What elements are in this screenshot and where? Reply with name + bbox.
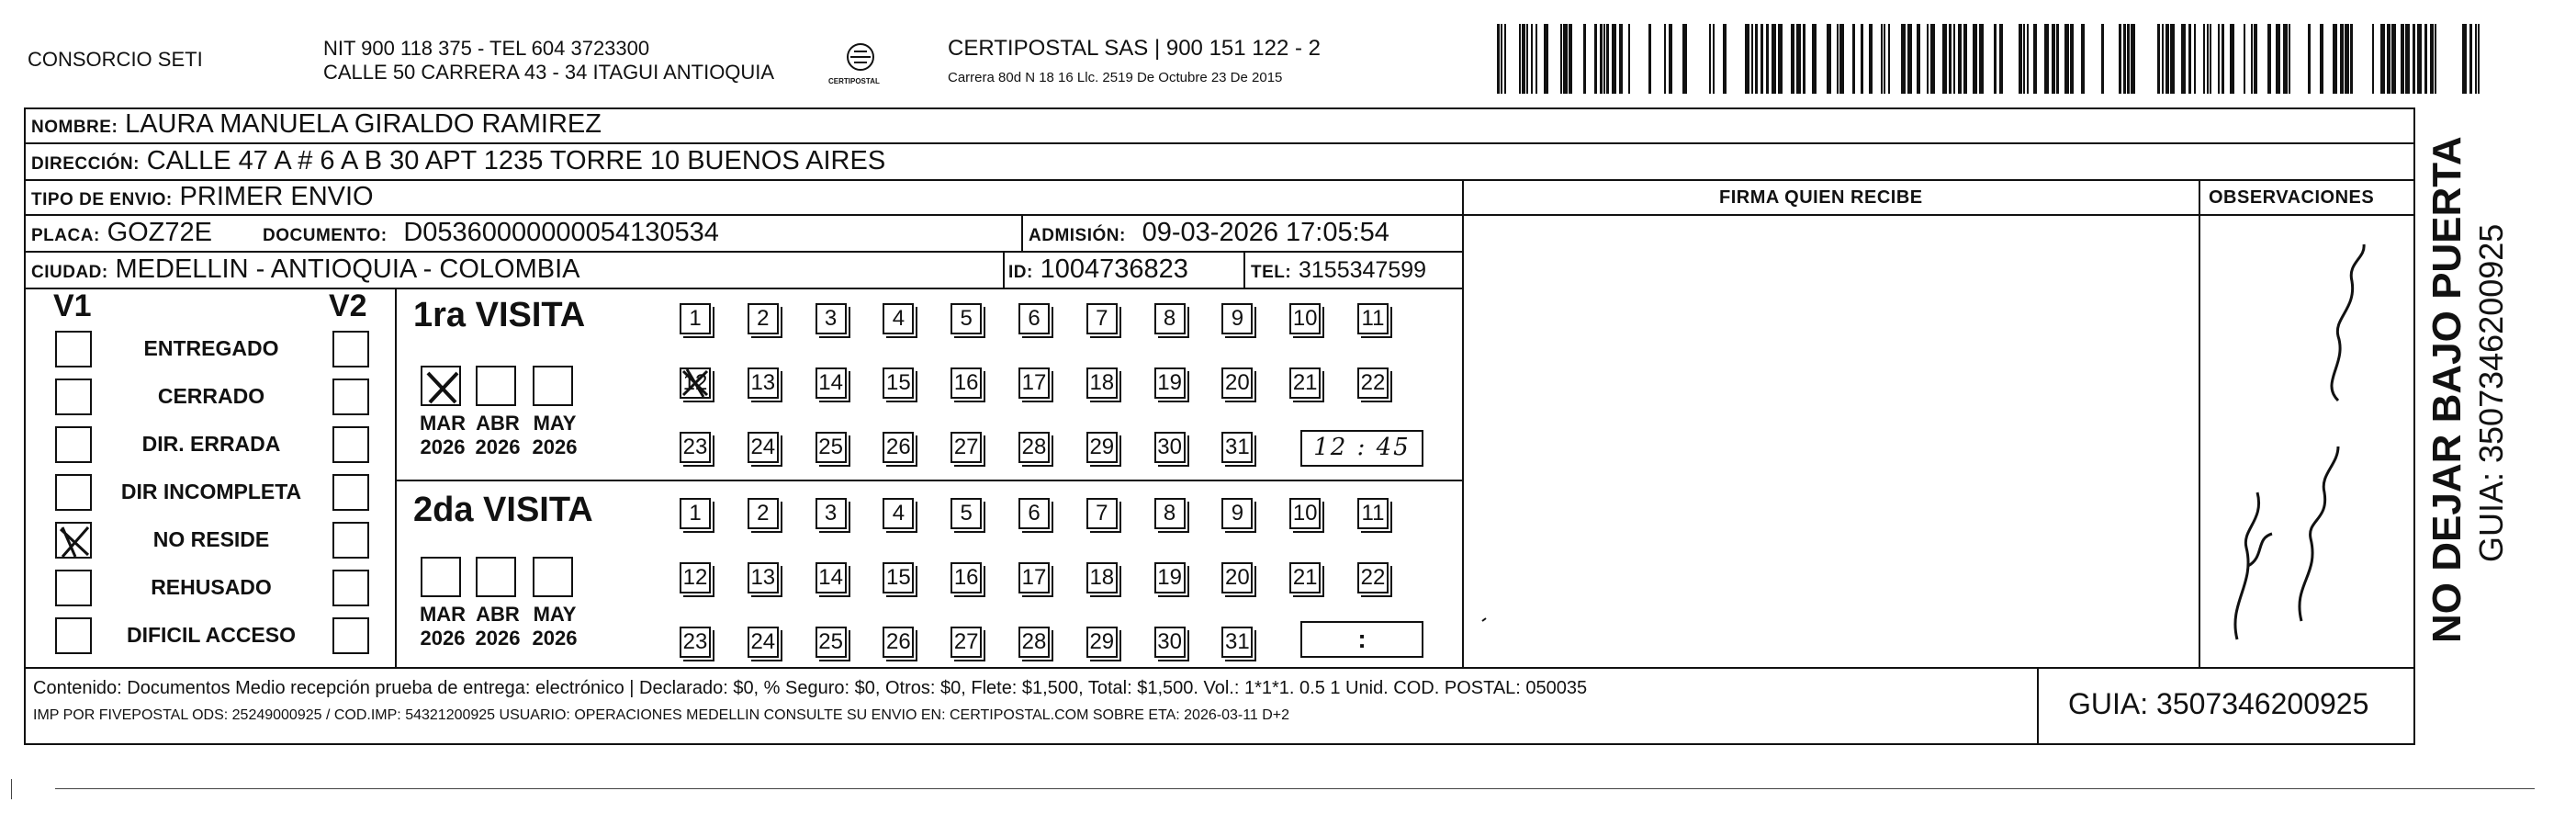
day-number: 13 xyxy=(750,370,776,395)
first-visit-day[interactable] xyxy=(883,432,914,463)
second-visit-day[interactable] xyxy=(1018,562,1050,593)
footer-content: Contenido: Documentos Medio recepción prueba de entrega: electrónico | Declarado: $0, % Seguro: $0, Otros: $0, Flete: $1,500, Total: $1,500. Vol.: 1*1*1. 0.5 1 Unid. COD. POSTAL: 050035 xyxy=(33,678,1588,698)
tel-label: TEL: xyxy=(1251,263,1292,282)
day-number: 23 xyxy=(682,435,708,459)
month-name: MAY xyxy=(533,412,577,435)
second-visit-day[interactable] xyxy=(1154,627,1186,658)
day-number: 29 xyxy=(1089,435,1115,459)
first-visit-day[interactable] xyxy=(883,303,914,334)
reason-label: DIR. ERRADA xyxy=(141,432,281,456)
v1-checkbox[interactable] xyxy=(55,522,92,559)
nit-line: NIT 900 118 375 - TEL 604 3723300 xyxy=(323,37,650,60)
day-number: 31 xyxy=(1225,629,1250,654)
first-visit-month-checkbox[interactable] xyxy=(421,366,461,406)
day-number: 27 xyxy=(953,629,979,654)
second-visit-day[interactable] xyxy=(1086,498,1118,529)
first-visit-day[interactable] xyxy=(1154,303,1186,334)
second-visit-day[interactable] xyxy=(816,562,847,593)
cell-divider xyxy=(1021,214,1023,251)
documento-label: DOCUMENTO: xyxy=(263,226,388,245)
documento-value: D05360000000054130534 xyxy=(403,218,719,247)
first-visit-day[interactable] xyxy=(748,303,779,334)
license-line: Carrera 80d N 18 16 Llc. 2519 De Octubre 23 De 2015 xyxy=(948,70,1283,85)
reason-label: ENTREGADO xyxy=(143,336,279,360)
second-visit-day[interactable] xyxy=(748,562,779,593)
side-guia: GUIA: 3507346200925 xyxy=(2472,223,2510,562)
ciudad-label: CIUDAD: xyxy=(31,263,108,282)
second-visit-time-box xyxy=(1300,621,1423,658)
v1-checkbox[interactable] xyxy=(55,379,92,415)
second-visit-day[interactable] xyxy=(1086,627,1118,658)
company-name: CONSORCIO SETI xyxy=(28,48,203,71)
month-year: 2026 xyxy=(532,627,578,650)
cell-divider xyxy=(1243,251,1245,288)
first-visit-day[interactable] xyxy=(816,367,847,399)
day-number: 10 xyxy=(1292,501,1318,526)
first-visit-day[interactable] xyxy=(1018,367,1050,399)
first-visit-time: 12 : 45 xyxy=(1313,434,1411,461)
second-visit-day[interactable] xyxy=(680,627,711,658)
day-number: 11 xyxy=(1361,501,1385,526)
v2-checkbox[interactable] xyxy=(332,474,369,511)
second-visit-day[interactable] xyxy=(951,498,982,529)
second-visit-day[interactable] xyxy=(1357,498,1389,529)
ciudad-value: MEDELLIN - ANTIOQUIA - COLOMBIA xyxy=(115,254,580,284)
month-name: MAR xyxy=(419,603,467,626)
day-number: 5 xyxy=(960,501,973,526)
day-number: 31 xyxy=(1225,435,1250,459)
column-divider xyxy=(2413,107,2415,745)
second-visit-day[interactable] xyxy=(816,627,847,658)
first-visit-day[interactable] xyxy=(1357,303,1389,334)
v1-checkbox[interactable] xyxy=(55,331,92,367)
day-number: 30 xyxy=(1157,629,1182,654)
month-year: 2026 xyxy=(532,435,578,458)
first-visit-month-checkbox[interactable] xyxy=(476,366,516,406)
second-visit-day[interactable] xyxy=(883,562,914,593)
first-visit-day[interactable] xyxy=(951,367,982,399)
v2-checkbox[interactable] xyxy=(332,379,369,415)
first-visit-day[interactable] xyxy=(1086,367,1118,399)
day-number: 9 xyxy=(1231,306,1244,331)
footer-divider xyxy=(24,667,2415,669)
first-visit-day[interactable] xyxy=(1221,367,1253,399)
no-dejar-bajo-puerta: NO DEJAR BAJO PUERTA xyxy=(2424,136,2469,643)
admision-label: ADMISIÓN: xyxy=(1029,226,1126,245)
day-number: 20 xyxy=(1225,565,1250,590)
day-number: 26 xyxy=(886,629,911,654)
v1-checkbox[interactable] xyxy=(55,426,92,463)
day-number: 14 xyxy=(818,370,843,395)
month-name: MAY xyxy=(533,603,577,626)
day-number: 8 xyxy=(1163,306,1176,331)
day-number: 14 xyxy=(818,565,843,590)
second-visit-month-checkbox[interactable] xyxy=(533,557,573,597)
first-visit-day[interactable] xyxy=(680,367,711,399)
check-x-icon xyxy=(57,524,94,560)
second-visit-day[interactable] xyxy=(748,627,779,658)
day-number: 28 xyxy=(1021,435,1047,459)
day-number: 18 xyxy=(1089,565,1115,590)
second-visit-day[interactable] xyxy=(1289,562,1321,593)
first-visit-day[interactable] xyxy=(1221,432,1253,463)
first-visit-day[interactable] xyxy=(1018,432,1050,463)
day-number: 18 xyxy=(1089,370,1115,395)
month-label xyxy=(470,603,525,650)
second-visit-day[interactable] xyxy=(680,562,711,593)
day-number: 20 xyxy=(1225,370,1250,395)
day-number: 21 xyxy=(1292,370,1318,395)
signature-area xyxy=(1464,217,2199,665)
day-number: 7 xyxy=(1096,306,1108,331)
v2-label: V2 xyxy=(329,288,367,323)
tipo-label: TIPO DE ENVIO: xyxy=(31,190,173,209)
direccion-row xyxy=(31,145,885,180)
second-visit-day[interactable] xyxy=(748,498,779,529)
id-value: 1004736823 xyxy=(1040,254,1188,284)
v1-label: V1 xyxy=(53,288,92,323)
second-visit-day[interactable] xyxy=(1289,498,1321,529)
second-visit-day[interactable] xyxy=(1018,627,1050,658)
cut-line xyxy=(55,788,2535,789)
month-label xyxy=(470,412,525,459)
day-number: 30 xyxy=(1157,435,1182,459)
day-number: 2 xyxy=(757,501,770,526)
day-number: 23 xyxy=(682,629,708,654)
v2-checkbox[interactable] xyxy=(332,617,369,654)
day-number: 3 xyxy=(824,501,838,526)
day-number: 17 xyxy=(1021,565,1047,590)
address-line: CALLE 50 CARRERA 43 - 34 ITAGUI ANTIOQUIA xyxy=(323,61,775,84)
day-number: 21 xyxy=(1292,565,1318,590)
edge-mark xyxy=(11,779,12,799)
month-label xyxy=(415,412,470,459)
day-number: 10 xyxy=(1292,306,1318,331)
reason-label: CERRADO xyxy=(157,384,265,408)
day-number: 12 xyxy=(682,370,708,395)
second-visit-title: 2da VISITA xyxy=(413,491,593,529)
day-number: 16 xyxy=(953,565,979,590)
first-visit-day[interactable] xyxy=(1289,367,1321,399)
admision-row xyxy=(1029,217,1389,252)
day-number: 7 xyxy=(1096,501,1108,526)
placa-value: GOZ72E xyxy=(107,218,212,247)
footer-cell-divider xyxy=(2037,667,2039,745)
day-number: 13 xyxy=(750,565,776,590)
day-number: 22 xyxy=(1360,565,1386,590)
day-number: 25 xyxy=(818,629,843,654)
second-visit-month-checkbox[interactable] xyxy=(421,557,461,597)
day-number: 24 xyxy=(750,435,776,459)
first-visit-day[interactable] xyxy=(1289,303,1321,334)
id-row xyxy=(1008,254,1188,288)
first-visit-day[interactable] xyxy=(816,303,847,334)
first-visit-day[interactable] xyxy=(1154,432,1186,463)
month-name: ABR xyxy=(476,603,520,626)
logo-text: CERTIPOSTAL xyxy=(828,77,880,85)
row-divider xyxy=(24,214,2415,216)
first-visit-day[interactable] xyxy=(748,367,779,399)
nombre-label: NOMBRE: xyxy=(31,118,118,137)
tel-value: 3155347599 xyxy=(1299,257,1427,283)
first-visit-day[interactable] xyxy=(951,303,982,334)
second-visit-day[interactable] xyxy=(951,562,982,593)
placa-label: PLACA: xyxy=(31,226,100,245)
observations-handwriting xyxy=(2200,217,2413,665)
day-number: 17 xyxy=(1021,370,1047,395)
tipo-row xyxy=(31,181,374,216)
first-visit-day[interactable] xyxy=(680,303,711,334)
certipostal-logo xyxy=(828,37,889,94)
second-visit-day[interactable] xyxy=(1221,498,1253,529)
first-visit-day[interactable] xyxy=(1086,303,1118,334)
day-number: 19 xyxy=(1157,565,1182,590)
first-visit-day[interactable] xyxy=(883,367,914,399)
second-visit-day[interactable] xyxy=(1086,562,1118,593)
month-name: ABR xyxy=(476,412,520,435)
certipostal-line: CERTIPOSTAL SAS | 900 151 122 - 2 xyxy=(948,36,1321,61)
first-visit-day[interactable] xyxy=(1221,303,1253,334)
documento-row xyxy=(263,217,719,252)
visit-row-divider xyxy=(395,480,1462,481)
v1-checkbox[interactable] xyxy=(55,570,92,606)
check-x-icon xyxy=(422,367,463,408)
second-visit-day[interactable] xyxy=(883,627,914,658)
reason-label: DIFICIL ACCESO xyxy=(126,623,296,647)
second-visit-day[interactable] xyxy=(883,498,914,529)
day-number: 8 xyxy=(1163,501,1176,526)
month-year: 2026 xyxy=(475,627,521,650)
id-label: ID: xyxy=(1008,263,1033,282)
day-number: 16 xyxy=(953,370,979,395)
day-number: 27 xyxy=(953,435,979,459)
day-number: 11 xyxy=(1361,306,1385,331)
first-visit-day[interactable] xyxy=(1018,303,1050,334)
month-label xyxy=(415,603,470,650)
first-visit-day[interactable] xyxy=(680,432,711,463)
day-number: 5 xyxy=(960,306,973,331)
first-visit-day[interactable] xyxy=(1086,432,1118,463)
day-number: 28 xyxy=(1021,629,1047,654)
second-visit-day[interactable] xyxy=(1154,498,1186,529)
direccion-label: DIRECCIÓN: xyxy=(31,154,140,174)
second-visit-day[interactable] xyxy=(816,498,847,529)
day-number: 25 xyxy=(818,435,843,459)
first-visit-day[interactable] xyxy=(748,432,779,463)
first-visit-day[interactable] xyxy=(816,432,847,463)
first-visit-time-box xyxy=(1300,430,1423,467)
admision-value: 09-03-2026 17:05:54 xyxy=(1142,218,1389,247)
first-visit-day[interactable] xyxy=(951,432,982,463)
day-number: 1 xyxy=(689,306,702,331)
footer-guia: GUIA: 3507346200925 xyxy=(2068,687,2369,720)
day-number: 4 xyxy=(892,306,906,331)
month-year: 2026 xyxy=(420,627,466,650)
day-number: 3 xyxy=(824,306,838,331)
day-number: 9 xyxy=(1231,501,1244,526)
v2-checkbox[interactable] xyxy=(332,331,369,367)
nombre-row xyxy=(31,108,602,143)
second-visit-day[interactable] xyxy=(1018,498,1050,529)
day-number: 6 xyxy=(1028,306,1041,331)
second-visit-day[interactable] xyxy=(680,498,711,529)
reason-label: REHUSADO xyxy=(151,575,272,599)
day-number: 15 xyxy=(886,370,911,395)
first-visit-day[interactable] xyxy=(1357,367,1389,399)
v1-checkbox[interactable] xyxy=(55,474,92,511)
footer-imp: IMP POR FIVEPOSTAL ODS: 25249000925 / COD.IMP: 54321200925 USUARIO: OPERACIONES MEDELLIN CONSULTE SU ENVIO EN: CERTIPOSTAL.COM SOBRE ETA: 2026-03-11 D+2 xyxy=(33,707,1290,723)
second-visit-day[interactable] xyxy=(1221,627,1253,658)
month-year: 2026 xyxy=(420,435,466,458)
barcode xyxy=(1497,24,2489,97)
tipo-value: PRIMER ENVIO xyxy=(179,182,374,211)
placa-row xyxy=(31,217,212,252)
month-name: MAR xyxy=(419,412,467,435)
second-visit-day[interactable] xyxy=(1357,562,1389,593)
visit-divider xyxy=(395,288,397,667)
day-number: 6 xyxy=(1028,501,1041,526)
day-number: 15 xyxy=(886,565,911,590)
tel-row xyxy=(1251,254,1426,288)
day-number: 1 xyxy=(689,501,702,526)
cell-divider xyxy=(1003,251,1005,288)
reason-label: NO RESIDE xyxy=(152,527,270,551)
first-visit-title: 1ra VISITA xyxy=(413,296,586,334)
first-visit-month-checkbox[interactable] xyxy=(533,366,573,406)
second-visit-day[interactable] xyxy=(1154,562,1186,593)
second-visit-month-checkbox[interactable] xyxy=(476,557,516,597)
day-number: 22 xyxy=(1360,370,1386,395)
day-number: 4 xyxy=(892,501,906,526)
day-number: 12 xyxy=(682,565,708,590)
day-number: 29 xyxy=(1089,629,1115,654)
firma-header: FIRMA QUIEN RECIBE xyxy=(1719,187,1923,208)
month-label xyxy=(527,603,582,650)
nombre-value: LAURA MANUELA GIRALDO RAMIREZ xyxy=(125,109,602,139)
ciudad-row xyxy=(31,254,580,288)
month-label xyxy=(527,412,582,459)
second-visit-time: : xyxy=(1357,625,1367,653)
day-number: 19 xyxy=(1157,370,1182,395)
day-number: 24 xyxy=(750,629,776,654)
v2-checkbox[interactable] xyxy=(332,570,369,606)
v2-checkbox[interactable] xyxy=(332,522,369,559)
day-number: 2 xyxy=(757,306,770,331)
observaciones-header: OBSERVACIONES xyxy=(2209,187,2375,208)
direccion-value: CALLE 47 A # 6 A B 30 APT 1235 TORRE 10 BUENOS AIRES xyxy=(146,146,886,175)
reason-label: DIR INCOMPLETA xyxy=(120,480,302,503)
check-x-icon xyxy=(680,367,711,399)
first-visit-day[interactable] xyxy=(1154,367,1186,399)
month-year: 2026 xyxy=(475,435,521,458)
day-number: 26 xyxy=(886,435,911,459)
second-visit-day[interactable] xyxy=(951,627,982,658)
v2-checkbox[interactable] xyxy=(332,426,369,463)
second-visit-day[interactable] xyxy=(1221,562,1253,593)
v1-checkbox[interactable] xyxy=(55,617,92,654)
